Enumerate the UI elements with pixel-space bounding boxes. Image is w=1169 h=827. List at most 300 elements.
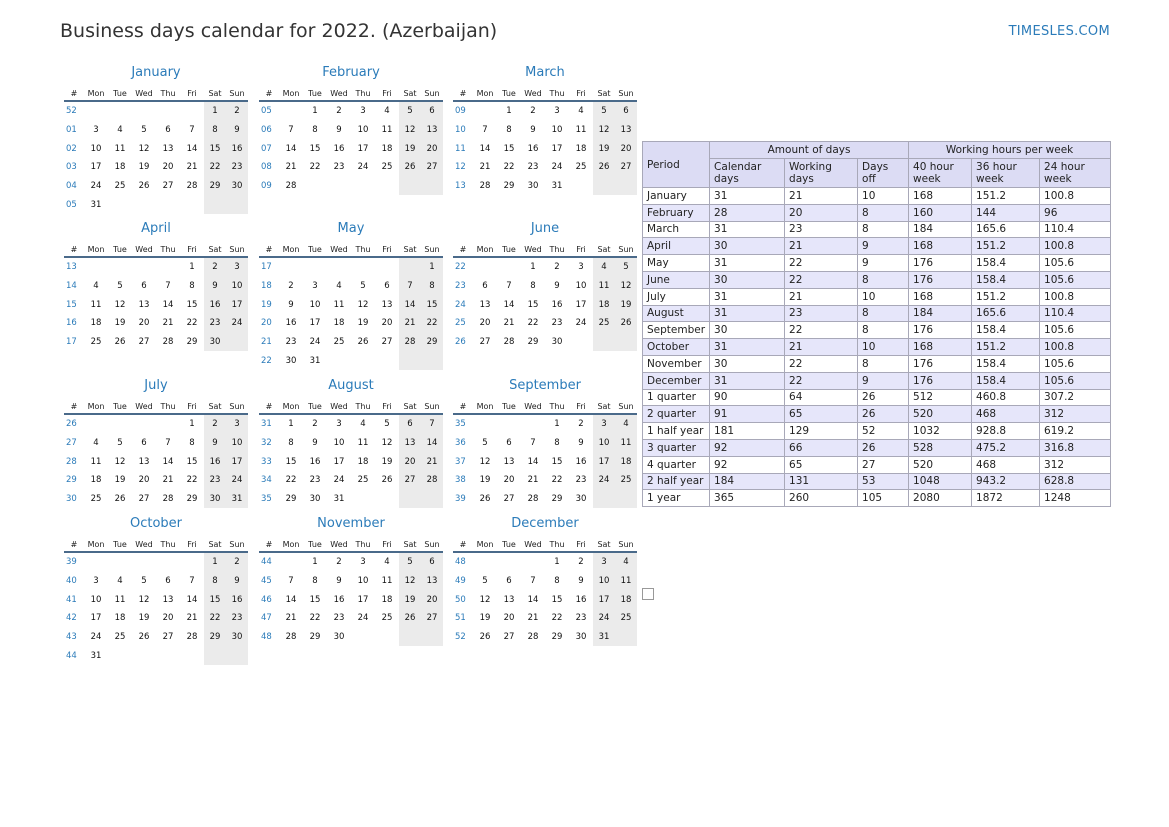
day-cell: 6 xyxy=(506,438,512,449)
day-cell xyxy=(279,257,303,277)
weekday-header: Wed xyxy=(521,537,545,552)
weekday-header: Tue xyxy=(303,399,327,414)
day-cell: 4 xyxy=(117,576,123,587)
day-cell: 6 xyxy=(141,281,147,292)
week-number: 01 xyxy=(66,125,77,136)
day-cell: 26 xyxy=(479,494,491,505)
day-cell: 30 xyxy=(527,181,539,192)
weekday-header: Sun xyxy=(615,399,637,414)
day-cell xyxy=(473,257,497,277)
day-cell xyxy=(375,257,399,277)
day-cell: 18 xyxy=(90,475,102,486)
day-cell: 24 xyxy=(226,314,248,333)
weekday-header: Fri xyxy=(569,399,593,414)
day-cell: 29 xyxy=(285,494,297,505)
value-cell: 460.8 xyxy=(972,389,1040,406)
week-row xyxy=(453,295,637,314)
day-cell: 19 xyxy=(593,139,615,158)
week-row xyxy=(64,121,248,140)
day-cell: 8 xyxy=(506,125,512,136)
day-cell: 25 xyxy=(615,471,637,490)
value-cell: 8 xyxy=(858,322,909,339)
day-cell: 26 xyxy=(114,494,126,505)
day-cell: 20 xyxy=(421,590,443,609)
day-cell: 10 xyxy=(90,143,102,154)
value-cell: 10 xyxy=(858,188,909,205)
site-link[interactable]: TIMESLES.COM xyxy=(1008,24,1110,39)
day-cell xyxy=(156,195,180,214)
day-cell: 30 xyxy=(551,337,563,348)
day-cell: 24 xyxy=(575,318,587,329)
week-number: 39 xyxy=(455,494,466,505)
value-cell: 158.4 xyxy=(972,255,1040,272)
week-row xyxy=(64,295,248,314)
weekday-header: Sun xyxy=(421,86,443,101)
day-cell: 13 xyxy=(399,434,421,453)
day-cell: 27 xyxy=(503,494,515,505)
value-cell: 22 xyxy=(785,322,858,339)
day-cell xyxy=(351,177,375,196)
weekday-header: # xyxy=(64,399,84,414)
day-cell: 11 xyxy=(114,143,126,154)
day-cell: 7 xyxy=(530,576,536,587)
day-cell: 28 xyxy=(399,333,421,352)
week-number: 31 xyxy=(261,419,272,430)
day-cell: 7 xyxy=(288,576,294,587)
weekday-header: Wed xyxy=(521,242,545,257)
week-number: 09 xyxy=(455,106,466,117)
week-number: 19 xyxy=(261,299,272,310)
day-cell xyxy=(327,257,351,277)
value-cell: 168 xyxy=(909,288,972,305)
day-cell: 17 xyxy=(593,590,615,609)
weekday-header: Sun xyxy=(226,537,248,552)
day-cell: 20 xyxy=(503,475,515,486)
month-march xyxy=(453,64,637,195)
month-may xyxy=(259,220,443,370)
weekday-header: Sat xyxy=(593,537,615,552)
day-cell: 9 xyxy=(288,299,294,310)
day-cell: 11 xyxy=(90,456,102,467)
day-cell: 2 xyxy=(226,101,248,121)
week-row xyxy=(259,101,443,121)
month-name: February xyxy=(322,65,380,80)
weekday-header: Mon xyxy=(473,242,497,257)
week-number: 51 xyxy=(455,613,466,624)
day-cell: 18 xyxy=(357,456,369,467)
weekday-header: Mon xyxy=(279,537,303,552)
day-cell: 24 xyxy=(226,471,248,490)
week-row xyxy=(453,471,637,490)
weekday-header: Sat xyxy=(593,242,615,257)
period-cell: October xyxy=(643,339,710,356)
week-number: 48 xyxy=(455,557,466,568)
month-table xyxy=(64,86,248,214)
value-cell: 468 xyxy=(972,406,1040,423)
week-number: 04 xyxy=(66,181,77,192)
day-cell: 4 xyxy=(117,125,123,136)
weekday-header: Tue xyxy=(303,86,327,101)
day-cell: 8 xyxy=(288,438,294,449)
day-cell: 15 xyxy=(204,590,226,609)
value-cell: 512 xyxy=(909,389,972,406)
day-cell xyxy=(497,257,521,277)
value-cell: 64 xyxy=(785,389,858,406)
day-cell: 25 xyxy=(615,609,637,628)
day-cell: 15 xyxy=(285,456,297,467)
week-row xyxy=(64,257,248,277)
value-cell: 10 xyxy=(858,339,909,356)
day-cell xyxy=(180,101,204,121)
period-cell: November xyxy=(643,355,710,372)
day-cell: 10 xyxy=(309,299,321,310)
day-cell: 20 xyxy=(421,139,443,158)
day-cell: 5 xyxy=(360,281,366,292)
weekday-header: Sun xyxy=(421,399,443,414)
day-cell: 1 xyxy=(189,419,195,430)
day-cell xyxy=(279,552,303,572)
value-cell: 26 xyxy=(858,389,909,406)
value-cell: 31 xyxy=(710,188,785,205)
week-number: 28 xyxy=(66,456,77,467)
month-july xyxy=(64,377,248,508)
week-row xyxy=(64,177,248,196)
header-calendar-days: Calendar days xyxy=(710,159,785,188)
day-cell: 14 xyxy=(186,594,198,605)
day-cell: 19 xyxy=(399,139,421,158)
day-cell: 27 xyxy=(399,471,421,490)
day-cell: 5 xyxy=(399,552,421,572)
day-cell: 17 xyxy=(309,318,321,329)
week-number: 52 xyxy=(455,632,466,643)
day-cell xyxy=(132,257,156,277)
day-cell xyxy=(108,552,132,572)
value-cell: 628.8 xyxy=(1040,473,1111,490)
day-cell: 12 xyxy=(593,121,615,140)
value-cell: 22 xyxy=(785,271,858,288)
weekday-header: Sat xyxy=(593,86,615,101)
day-cell: 22 xyxy=(285,475,297,486)
week-number: 33 xyxy=(261,456,272,467)
day-cell: 16 xyxy=(226,139,248,158)
day-cell: 6 xyxy=(615,101,637,121)
value-cell: 90 xyxy=(710,389,785,406)
table-row xyxy=(643,490,1111,507)
day-cell: 16 xyxy=(333,143,345,154)
weekday-header: Wed xyxy=(521,399,545,414)
day-cell: 1 xyxy=(506,106,512,117)
day-cell: 21 xyxy=(162,318,174,329)
day-cell: 20 xyxy=(503,613,515,624)
value-cell: 176 xyxy=(909,355,972,372)
week-number: 15 xyxy=(66,299,77,310)
day-cell: 13 xyxy=(138,299,150,310)
checkbox[interactable] xyxy=(642,588,654,600)
day-cell: 1 xyxy=(421,257,443,277)
table-row xyxy=(643,355,1111,372)
day-cell: 23 xyxy=(551,318,563,329)
value-cell: 8 xyxy=(858,305,909,322)
day-cell xyxy=(615,628,637,647)
week-row xyxy=(259,351,443,370)
day-cell: 28 xyxy=(527,494,539,505)
day-cell xyxy=(351,628,375,647)
week-number: 10 xyxy=(455,125,466,136)
week-number: 46 xyxy=(261,594,272,605)
day-cell: 24 xyxy=(551,162,563,173)
table-row xyxy=(643,389,1111,406)
value-cell: 30 xyxy=(710,271,785,288)
day-cell: 19 xyxy=(381,456,393,467)
value-cell: 165.6 xyxy=(972,305,1040,322)
day-cell: 15 xyxy=(186,456,198,467)
day-cell xyxy=(375,490,399,509)
day-cell: 4 xyxy=(360,419,366,430)
day-cell xyxy=(615,333,637,352)
day-cell: 25 xyxy=(333,337,345,348)
week-row xyxy=(259,257,443,277)
week-row xyxy=(64,139,248,158)
value-cell: 312 xyxy=(1040,456,1111,473)
week-number: 29 xyxy=(66,475,77,486)
day-cell: 26 xyxy=(138,632,150,643)
day-cell: 22 xyxy=(421,314,443,333)
value-cell: 168 xyxy=(909,188,972,205)
day-cell: 29 xyxy=(186,337,198,348)
weekday-header: Sun xyxy=(615,537,637,552)
day-cell: 22 xyxy=(551,613,563,624)
period-cell: July xyxy=(643,288,710,305)
week-number: 34 xyxy=(261,475,272,486)
month-table xyxy=(259,86,443,195)
day-cell: 13 xyxy=(421,572,443,591)
weekday-header: Fri xyxy=(375,242,399,257)
weekday-header: Wed xyxy=(327,242,351,257)
day-cell xyxy=(204,646,226,665)
day-cell: 31 xyxy=(90,650,102,661)
day-cell: 9 xyxy=(226,572,248,591)
day-cell: 16 xyxy=(575,456,587,467)
day-cell: 2 xyxy=(312,419,318,430)
day-cell: 14 xyxy=(399,295,421,314)
day-cell: 8 xyxy=(204,572,226,591)
week-row xyxy=(453,158,637,177)
day-cell: 15 xyxy=(186,299,198,310)
weekday-header: Fri xyxy=(180,537,204,552)
day-cell: 13 xyxy=(162,143,174,154)
day-cell: 10 xyxy=(575,281,587,292)
day-cell xyxy=(375,177,399,196)
day-cell: 29 xyxy=(551,494,563,505)
weekday-header: Fri xyxy=(180,399,204,414)
day-cell: 29 xyxy=(503,181,515,192)
week-number: 26 xyxy=(455,337,466,348)
day-cell: 3 xyxy=(336,419,342,430)
day-cell: 10 xyxy=(357,576,369,587)
day-cell: 4 xyxy=(615,414,637,434)
day-cell xyxy=(521,414,545,434)
value-cell: 31 xyxy=(710,255,785,272)
week-row xyxy=(64,333,248,352)
day-cell xyxy=(497,552,521,572)
week-row xyxy=(453,139,637,158)
day-cell xyxy=(84,414,108,434)
value-cell: 30 xyxy=(710,238,785,255)
weekday-header: Thu xyxy=(351,86,375,101)
day-cell: 30 xyxy=(285,355,297,366)
day-cell: 22 xyxy=(309,613,321,624)
day-cell: 23 xyxy=(204,314,226,333)
week-row xyxy=(453,101,637,121)
day-cell: 8 xyxy=(421,277,443,296)
weekday-header: Tue xyxy=(108,86,132,101)
week-number: 23 xyxy=(455,281,466,292)
day-cell: 30 xyxy=(204,333,226,352)
month-name: July xyxy=(144,378,168,393)
month-august xyxy=(259,377,443,508)
period-cell: March xyxy=(643,221,710,238)
day-cell: 10 xyxy=(226,434,248,453)
day-cell xyxy=(615,177,637,196)
week-row xyxy=(64,490,248,509)
day-cell: 12 xyxy=(479,456,491,467)
day-cell: 25 xyxy=(90,337,102,348)
day-cell: 17 xyxy=(551,143,563,154)
week-row xyxy=(259,277,443,296)
week-number: 13 xyxy=(66,262,77,273)
day-cell xyxy=(108,414,132,434)
day-cell xyxy=(156,414,180,434)
value-cell: 92 xyxy=(710,439,785,456)
day-cell: 27 xyxy=(162,632,174,643)
day-cell: 17 xyxy=(226,295,248,314)
week-number: 22 xyxy=(261,355,272,366)
day-cell xyxy=(375,628,399,647)
day-cell: 2 xyxy=(578,419,584,430)
day-cell: 23 xyxy=(575,475,587,486)
day-cell: 21 xyxy=(503,318,515,329)
week-number: 21 xyxy=(261,337,272,348)
day-cell: 7 xyxy=(530,438,536,449)
day-cell xyxy=(84,101,108,121)
day-cell: 29 xyxy=(204,628,226,647)
day-cell xyxy=(521,552,545,572)
value-cell: 20 xyxy=(785,204,858,221)
period-cell: 1 year xyxy=(643,490,710,507)
value-cell: 100.8 xyxy=(1040,288,1111,305)
day-cell: 27 xyxy=(615,158,637,177)
weekday-header: Fri xyxy=(180,86,204,101)
day-cell: 22 xyxy=(527,318,539,329)
month-october xyxy=(64,515,248,665)
day-cell: 27 xyxy=(138,494,150,505)
day-cell: 24 xyxy=(309,337,321,348)
day-cell: 3 xyxy=(93,576,99,587)
header-period: Period xyxy=(643,142,710,188)
day-cell: 12 xyxy=(138,594,150,605)
day-cell: 18 xyxy=(90,318,102,329)
day-cell: 22 xyxy=(204,609,226,628)
week-number: 08 xyxy=(261,162,272,173)
value-cell: 31 xyxy=(710,288,785,305)
weekday-header: Sat xyxy=(204,399,226,414)
value-cell: 176 xyxy=(909,255,972,272)
value-cell: 65 xyxy=(785,406,858,423)
table-row xyxy=(643,406,1111,423)
weekday-header: Sat xyxy=(399,399,421,414)
day-cell: 12 xyxy=(615,277,637,296)
table-row xyxy=(643,322,1111,339)
value-cell: 105.6 xyxy=(1040,355,1111,372)
day-cell: 25 xyxy=(381,613,393,624)
day-cell: 18 xyxy=(615,452,637,471)
day-cell: 23 xyxy=(285,337,297,348)
weekday-header: Sat xyxy=(204,86,226,101)
week-number: 48 xyxy=(261,632,272,643)
week-row xyxy=(64,434,248,453)
value-cell: 2080 xyxy=(909,490,972,507)
value-cell: 105.6 xyxy=(1040,322,1111,339)
day-cell: 7 xyxy=(189,125,195,136)
day-cell: 19 xyxy=(114,318,126,329)
value-cell: 53 xyxy=(858,473,909,490)
day-cell xyxy=(421,177,443,196)
day-cell: 21 xyxy=(285,613,297,624)
week-row xyxy=(259,295,443,314)
day-cell xyxy=(351,490,375,509)
week-row xyxy=(453,452,637,471)
day-cell xyxy=(399,351,421,370)
week-number: 52 xyxy=(66,106,77,117)
value-cell: 21 xyxy=(785,238,858,255)
day-cell: 21 xyxy=(186,613,198,624)
day-cell xyxy=(132,414,156,434)
day-cell: 11 xyxy=(357,438,369,449)
day-cell: 23 xyxy=(333,162,345,173)
month-april xyxy=(64,220,248,351)
day-cell xyxy=(303,257,327,277)
weekday-header: # xyxy=(64,242,84,257)
day-cell: 6 xyxy=(141,438,147,449)
day-cell xyxy=(180,646,204,665)
week-number: 35 xyxy=(261,494,272,505)
day-cell: 13 xyxy=(503,594,515,605)
day-cell: 6 xyxy=(384,281,390,292)
week-row xyxy=(259,609,443,628)
day-cell: 10 xyxy=(333,438,345,449)
day-cell: 14 xyxy=(285,143,297,154)
month-table xyxy=(64,537,248,665)
day-cell: 7 xyxy=(482,125,488,136)
day-cell: 15 xyxy=(204,139,226,158)
day-cell: 16 xyxy=(527,143,539,154)
weekday-header: Sat xyxy=(399,242,421,257)
day-cell: 8 xyxy=(189,438,195,449)
value-cell: 184 xyxy=(909,305,972,322)
day-cell: 8 xyxy=(189,281,195,292)
day-cell: 31 xyxy=(333,494,345,505)
day-cell xyxy=(180,195,204,214)
weekday-header: Wed xyxy=(132,86,156,101)
table-row xyxy=(643,473,1111,490)
value-cell: 160 xyxy=(909,204,972,221)
value-cell: 30 xyxy=(710,355,785,372)
day-cell: 17 xyxy=(333,456,345,467)
day-cell xyxy=(593,177,615,196)
week-number: 40 xyxy=(66,576,77,587)
day-cell: 27 xyxy=(479,337,491,348)
value-cell: 21 xyxy=(785,339,858,356)
